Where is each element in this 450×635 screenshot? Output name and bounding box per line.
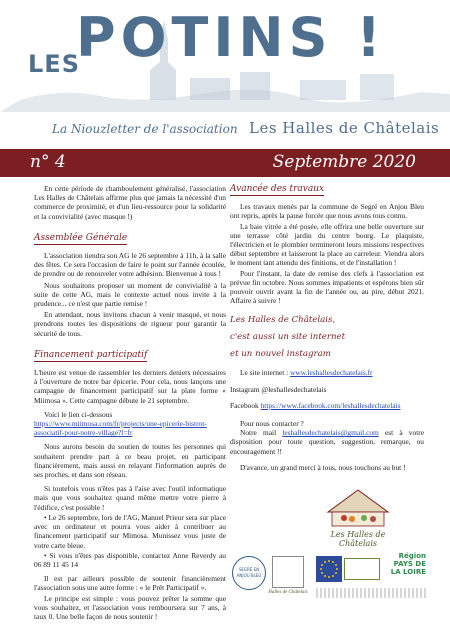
subtitle-association-name: Les Halles de Châtelais xyxy=(249,119,440,137)
instagram-line: Instagram @leshallesdechatelais xyxy=(230,384,327,394)
issue-date: Septembre 2020 xyxy=(272,152,416,172)
miimosa-link[interactable]: https://www.miimosa.com/fr/projects/une-epicerie-bistrot-associatif-pour-notre-village?l=fr xyxy=(34,419,207,438)
issue-band xyxy=(0,149,450,177)
association-logo xyxy=(318,482,398,548)
logo-text: Les Halles de Châtelais xyxy=(330,530,386,548)
fin-bullet-1 xyxy=(34,513,226,550)
segre-logo-text: SEGRÉ EN ANJOU BLEU xyxy=(236,567,262,578)
ag-paragraph-3: En attendant, nous invitons chacun à venir masqué, et nous prendrons toutes les dispositions de rigueur pour garantir la sécurité de tous. xyxy=(34,310,226,338)
heading-financement-participatif: Financement participatif xyxy=(34,351,147,362)
masthead-les: LES xyxy=(28,50,80,78)
partner-logos xyxy=(232,552,432,612)
fin-link-label: Voici le lien ci-dessous xyxy=(44,409,113,419)
left-column xyxy=(34,184,226,626)
contact-text-b: est à votre disposition pour toute question, suggestion, remarque, ou encouragement !! xyxy=(230,428,424,456)
segre-logo xyxy=(232,556,266,590)
leader-logo xyxy=(344,558,380,580)
contact-text-a: Notre mail xyxy=(240,428,277,438)
fin-bullet-2 xyxy=(34,551,226,569)
heading-web-3: et un nouvel instagram xyxy=(230,349,331,360)
contact-question: Pour nous contacter ? xyxy=(240,419,304,429)
site-link[interactable]: www.leshallesdechatelais.fr xyxy=(290,368,373,378)
fin-link-wrapper xyxy=(34,419,226,437)
eu-stars-icon xyxy=(316,556,342,582)
eu-flag-logo xyxy=(316,556,342,582)
region-logo: Région PAYS DE LA LOIRE xyxy=(390,552,426,576)
fin-paragraph-3: Si toutefois vous n'êtes pas à l'aise avec l'outil informatique mais que vous souhaitez quand même mettre votre pierre à l'édifice, c'est possible ! xyxy=(34,484,226,512)
facebook-line xyxy=(230,401,424,410)
halles-small-logo xyxy=(272,556,304,588)
heading-avancee-travaux: Avancée des travaux xyxy=(230,185,324,196)
subtitle-prefix: La Niouzletter de l'association xyxy=(52,122,238,136)
issue-number: n° 4 xyxy=(30,152,66,172)
heading-web-1: Les Halles de Châtelais, xyxy=(230,315,336,326)
heading-assemblee-generale: Assemblée Générale xyxy=(34,234,127,245)
ag-paragraph-1: L'association tiendra son AG le 26 septembre à 11h, à la salle des fêtes. Ce sera l'occasion de faire le point sur l'année écoulée, de prendre ou de renouveler votre adhésion. Bienvenue à tous ! xyxy=(34,251,226,279)
masthead xyxy=(0,0,450,148)
heading-web-2: c'est aussi un site internet xyxy=(230,332,346,343)
masthead-subtitle xyxy=(52,119,440,137)
fin-paragraph-5: Le principe est simple : vous pouvez prêter la somme que vous souhaitez, et l'association vous remboursera sur 7 ans, à taux 0. Une belle façon de nous soutenir ! xyxy=(34,593,226,621)
trav-paragraph-1: Les travaux menés par la commune de Segré en Anjou Bleu ont repris, après la pause forcée que nous avons tous connu. xyxy=(230,202,424,221)
fin-bullet-1-text: Le 26 septembre, lors de l'AG, Manuel Prieur sera sur place avec un ordinateur et pourra vous aider à contribuer au financement participatif sur Mimosa. Munissez vous juste de votre carte bleue. xyxy=(34,512,227,550)
facebook-label: Facebook xyxy=(230,400,259,410)
fin-paragraph-1: L'heure est venue de rassembler les derniers deniers nécessaires à l'ouverture de notre bar épicerie. Pour cela, nous lançons une campagne de financement participatif sur la plate forme « Miimosa ». Cette campagne débute le 21 septembre. xyxy=(34,368,226,405)
trav-paragraph-2: La baie vitrée a été posée, elle offrira une belle ouverture sur une terrasse côté jardin du centre bourg. Le plaquiste, l'électricien et le plombier termineront leurs missions respectives début septembre et laisseront la place au carreleur. Viendra alors le moment tant attendu des finitions, et de l'installation ! xyxy=(230,221,424,268)
ag-paragraph-2: Nous souhaitons proposer un moment de convivialité à la suite de cette AG, mais le contexte actuel nous invite à la prudence... ce n'est que partie remise ! xyxy=(34,280,226,309)
contact-paragraph xyxy=(230,428,424,456)
site-line xyxy=(230,368,424,377)
fin-paragraph-4: Il est par ailleurs possible de soutenir financièrement l'association sous une autre forme : « le Prêt Participatif ». xyxy=(34,574,226,593)
fin-bullet-2-text: Si vous n'êtes pas disponible, contactez Anne Reverdy au 06 89 11 45 14 xyxy=(34,550,226,569)
intro-paragraph: En cette période de chamboulement généralisé, l'association Les Halles de Châtelais affirme plus que jamais la nécessité d'un commerce de proximité, et d'un lieu-ressource pour la solidarité et la convivialité (avec masque !) xyxy=(34,184,226,221)
facebook-link[interactable]: https://www.facebook.com/leshallesdechatelais xyxy=(260,400,401,410)
right-column xyxy=(230,184,424,477)
halles-small-logo-text: Halles de Châtelais xyxy=(268,590,308,595)
thanks-line: D'avance, un grand merci à tous, nous touchons au but ! xyxy=(240,462,406,472)
masthead-title: POTINS ! xyxy=(76,6,386,69)
contact-mail-link[interactable]: leshallesdechatelais@gmail.com xyxy=(282,428,379,438)
funding-fine-print xyxy=(316,588,426,598)
fin-paragraph-2: Nous aurons besoin du soutien de toutes les personnes qui souhaitent prendre part à ce beau projet, en participant financièrement, mais aussi en relayant l'information auprès de ses proches, et dans son réseau. xyxy=(34,442,226,480)
site-label: Le site internet : xyxy=(240,368,289,378)
trav-paragraph-3: Pour l'instant, la date de remise des clefs à l'association est prévue fin octobre. Nous sommes impatients et espérons bien sûr pouvoir ouvrir avant la fin de l'année ou, au pire, début 2021. Affaire à suivre ! xyxy=(230,268,424,306)
